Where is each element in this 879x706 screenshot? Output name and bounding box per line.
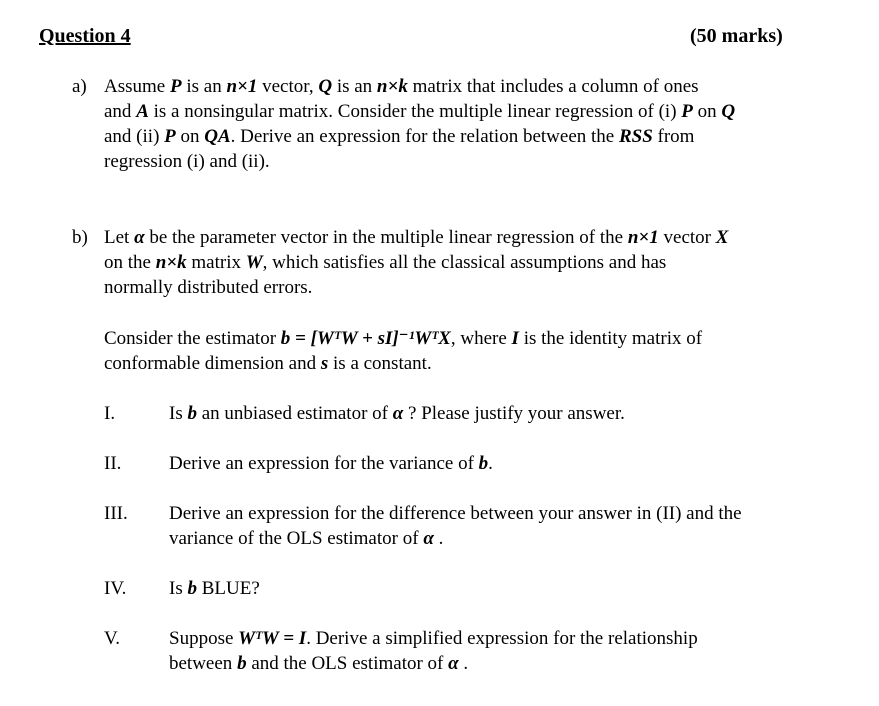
item-number: I.	[104, 403, 116, 424]
item-iv-text: Is b BLUE?	[169, 578, 260, 599]
part-a-line-2: and A is a nonsingular matrix. Consider the multiple linear regression of (i) P on Q	[104, 101, 736, 122]
item-number: II.	[104, 453, 122, 474]
item-iii-text-line-2: variance of the OLS estimator of α .	[169, 528, 444, 549]
part-b-line-3: normally distributed errors.	[104, 277, 313, 298]
part-b-label: b)	[72, 227, 88, 248]
question-title: Question 4	[39, 25, 131, 47]
part-b-line-1: Let α be the parameter vector in the multiple linear regression of the n×1 vector X	[104, 227, 729, 248]
item-number: IV.	[104, 578, 127, 599]
question-marks: (50 marks)	[690, 25, 783, 47]
item-v-text-line-1: Suppose WᵀW = I. Derive a simplified expression for the relationship	[169, 628, 698, 649]
part-a-line-1: Assume P is an n×1 vector, Q is an n×k matrix that includes a column of ones	[104, 76, 699, 97]
item-number: V.	[104, 628, 121, 649]
estimator-line-2: conformable dimension and s is a constant.	[104, 353, 432, 374]
estimator-formula: b = [WᵀW + sI]⁻¹WᵀX	[280, 328, 451, 349]
part-a-line-3: and (ii) P on QA. Derive an expression for the relation between the RSS from	[104, 126, 695, 147]
part-a-label: a)	[72, 76, 87, 97]
part-a-line-4: regression (i) and (ii).	[104, 151, 270, 172]
item-v-text-line-2: between b and the OLS estimator of α .	[169, 653, 469, 674]
item-iii-text-line-1: Derive an expression for the difference between your answer in (II) and the	[169, 503, 742, 524]
item-i-text: Is b an unbiased estimator of α ? Please justify your answer.	[169, 403, 625, 424]
item-number: III.	[104, 503, 128, 524]
part-b-line-2: on the n×k matrix W, which satisfies all the classical assumptions and has	[104, 252, 667, 273]
estimator-line-1: Consider the estimator b = [WᵀW + sI]⁻¹WᵀX, where I is the identity matrix of	[104, 328, 703, 349]
item-ii-text: Derive an expression for the variance of b.	[169, 453, 493, 474]
